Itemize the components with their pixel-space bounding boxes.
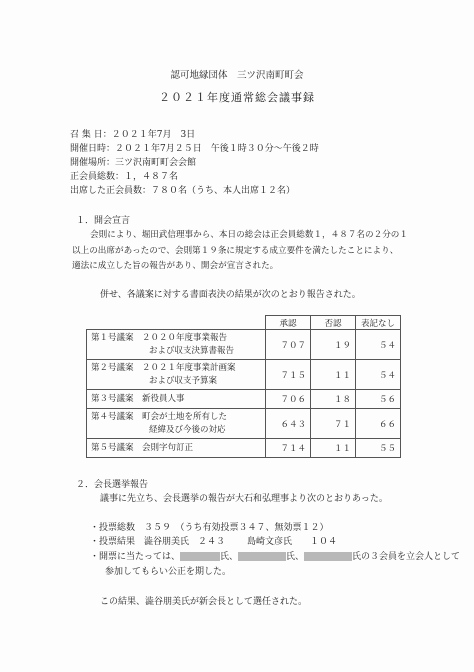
section1-body	[72, 228, 408, 275]
reject-count: １１	[311, 439, 356, 458]
reject-count: １８	[311, 390, 356, 409]
reject-count: １１	[311, 360, 356, 390]
agenda-label: 第２号議案 ２０２１年度事業計画案 および収支予算案	[87, 360, 266, 390]
blank-count: ５６	[356, 390, 401, 409]
blank-count: ５４	[356, 330, 401, 360]
section1-line: 適法に成立した旨の報告があり、開会が宣言された。	[72, 261, 279, 271]
table-corner	[87, 316, 266, 330]
vote-result	[90, 536, 337, 548]
candidate-2: 島崎文彦氏 １０４	[247, 537, 338, 547]
vote-result-label: ・投票結果	[90, 537, 145, 547]
table-row	[87, 360, 401, 390]
reject-count: １９	[311, 330, 356, 360]
agenda-label: 第１号議案 ２０２０年度事業報告 および収支決算書報告	[87, 330, 266, 360]
table-row	[87, 439, 401, 458]
redacted-name	[180, 552, 220, 561]
witness-line-2: 参加してもらい公正を期した。	[105, 567, 232, 577]
table-header-row	[87, 316, 401, 330]
convocation-date: 召 集 日：２０２１年7月 3日	[70, 130, 196, 140]
document-title: ２０２１年度通常総会議事録	[159, 91, 315, 104]
col-blank: 表記なし	[356, 316, 401, 330]
table-row	[87, 330, 401, 360]
approve-count: ６４３	[266, 409, 311, 439]
section2-intro: 議事に先立ち、会長選挙の報告が大石和弘理事より次のとおりあった。	[100, 494, 388, 504]
col-reject: 否認	[311, 316, 356, 330]
reject-count: ７１	[311, 409, 356, 439]
meeting-datetime: 開催日時：２０２１年7月２５日 午後１時３０分～午後２時	[70, 144, 319, 154]
agenda-label: 第４号議案 町会が土地を所有した 経緯及び今後の対応	[87, 409, 266, 439]
vote-report-intro: 併せ、各議案に対する書面表決の結果が次のとおり報告された。	[100, 290, 361, 300]
conclusion: この結果、澁谷朋美氏が新会長として選任された。	[100, 597, 308, 607]
col-approve: 承認	[266, 316, 311, 330]
blank-count: ５５	[356, 439, 401, 458]
agenda-label: 第５号議案 会則字句訂正	[87, 439, 266, 458]
section1-line: 会則により、堀田武信理事から、本日の総会は正会員総数１，４８７名の２分の１	[90, 230, 408, 240]
section2-heading: ２．会長選挙報告	[76, 480, 149, 490]
section1-line: 以上の出席があったので、会則第１９条に規定する成立要件を満たしたことにより、	[72, 245, 399, 256]
vote-results-table	[86, 315, 401, 458]
approve-count: ７１４	[266, 439, 311, 458]
redacted-name	[304, 552, 352, 561]
total-members: 正会員総数：１，４８７名	[70, 172, 179, 182]
organization-name: 認可地縁団体 三ツ沢南町町会	[170, 70, 304, 81]
table-row	[87, 409, 401, 439]
agenda-label: 第３号議案 新役員人事	[87, 390, 266, 409]
witness-line: ・開票に当たっては、 氏、 氏、 氏の３会員を立会人として	[90, 552, 461, 562]
approve-count: ７０７	[266, 330, 311, 360]
section1-heading: １．開会宣言	[76, 216, 131, 226]
approve-count: ７１５	[266, 360, 311, 390]
blank-count: ５４	[356, 360, 401, 390]
votes-total: ・投票総数 ３５９ （うち有効投票３４７、無効票１２）	[90, 523, 329, 533]
meeting-venue: 開催場所：三ツ沢南町町会会館	[70, 158, 197, 168]
blank-count: ６６	[356, 409, 401, 439]
table-row	[87, 390, 401, 409]
redacted-name	[238, 552, 286, 561]
approve-count: ７０６	[266, 390, 311, 409]
attendees: 出席した正会員数：７８０名（うち、本人出席１２名）	[70, 186, 296, 196]
candidate-1: 澁谷朋美氏 ２４３	[144, 537, 226, 547]
